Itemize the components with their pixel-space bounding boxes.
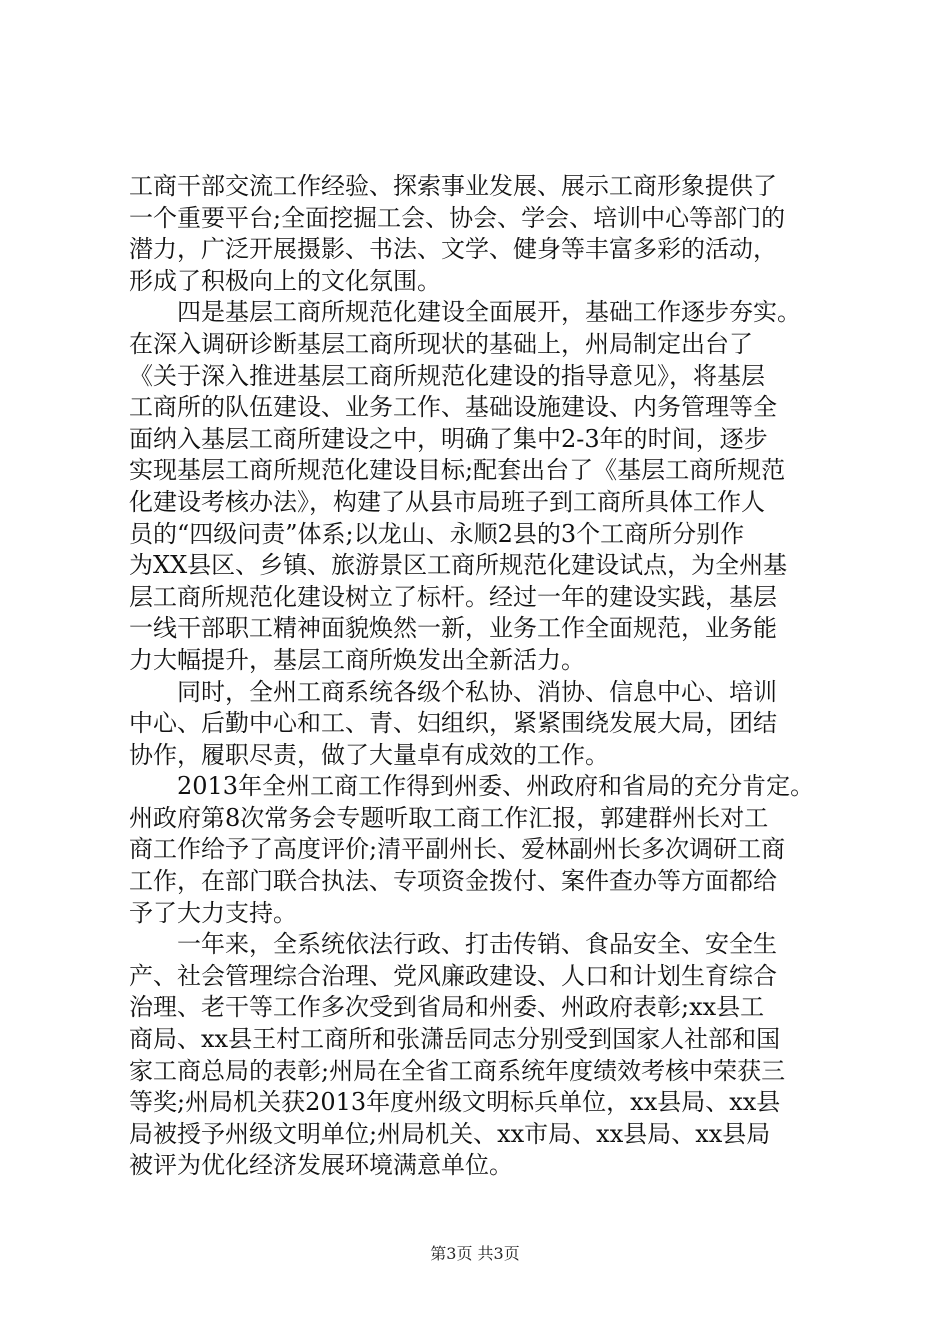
text-line: 形成了积极向上的文化氛围。: [129, 266, 441, 295]
text-line: 实现基层工商所规范化建设目标;配套出台了《基层工商所规范: [129, 456, 786, 485]
text-line: 工商干部交流工作经验、探索事业发展、展示工商形象提供了: [129, 172, 777, 200]
text-line: 一个重要平台;全面挖掘工会、协会、学会、培训中心等部门的: [129, 203, 786, 232]
text-line: 产、社会管理综合治理、党风廉政建设、人口和计划生育综合: [129, 961, 777, 990]
text-line: 在深入调研诊断基层工商所现状的基础上，州局制定出台了: [129, 329, 753, 358]
text-line: 《关于深入推进基层工商所规范化建设的指导意见》，将基层: [129, 361, 765, 390]
text-line: 等奖;州局机关获2013年度州级文明标兵单位，xx县局、xx县: [129, 1088, 781, 1117]
text-line: 一年来，全系统依法行政、打击传销、食品安全、安全生: [129, 930, 777, 959]
text-line: 被评为优化经济发展环境满意单位。: [129, 1151, 513, 1180]
text-line: 州政府第8次常务会专题听取工商工作汇报，郭建群州长对工: [129, 803, 769, 832]
text-line: 商局、xx县王村工商所和张潇岳同志分别受到国家人社部和国: [129, 1025, 781, 1054]
text-line: 层工商所规范化建设树立了标杆。经过一年的建设实践，基层: [129, 582, 777, 611]
text-line: 同时，全州工商系统各级个私协、消协、信息中心、培训: [129, 677, 777, 706]
text-line: 中心、后勤中心和工、青、妇组织，紧紧围绕发展大局，团结: [129, 709, 777, 738]
text-line: 为XX县区、乡镇、旅游景区工商所规范化建设试点，为全州基: [129, 551, 788, 580]
text-line: 局被授予州级文明单位;州局机关、xx市局、xx县局、xx县局: [129, 1119, 771, 1148]
text-line: 潜力，广泛开展摄影、书法、文学、健身等丰富多彩的活动，: [129, 235, 777, 264]
text-line: 工商所的队伍建设、业务工作、基础设施建设、内务管理等全: [129, 393, 777, 422]
text-line: 商工作给予了高度评价;清平副州长、爱林副州长多次调研工商: [129, 835, 786, 864]
text-line: 予了大力支持。: [129, 898, 297, 927]
text-line: 四是基层工商所规范化建设全面展开，基础工作逐步夯实。: [129, 298, 801, 327]
text-line: 化建设考核办法》，构建了从县市局班子到工商所具体工作人: [129, 487, 765, 516]
text-line: 协作，履职尽责，做了大量卓有成效的工作。: [129, 740, 609, 769]
text-line: 力大幅提升，基层工商所焕发出全新活力。: [129, 645, 585, 674]
page-footer: 第3页 共3页: [430, 1244, 520, 1263]
text-line: 工作，在部门联合执法、专项资金拨付、案件查办等方面都给: [129, 867, 777, 896]
text-line: 员的“四级问责”体系;以龙山、永顺2县的3个工商所分别作: [129, 519, 745, 548]
text-line: 2013年全州工商工作得到州委、州政府和省局的充分肯定。: [129, 772, 815, 801]
text-line: 治理、老干等工作多次受到省局和州委、州政府表彰;xx县工: [129, 993, 765, 1022]
text-line: 一线干部职工精神面貌焕然一新，业务工作全面规范，业务能: [129, 614, 777, 643]
body-text: [129, 171, 829, 1182]
text-line: 面纳入基层工商所建设之中，明确了集中2-3年的时间，逐步: [129, 424, 768, 453]
text-line: 家工商总局的表彰;州局在全省工商系统年度绩效考核中荣获三: [129, 1056, 786, 1085]
